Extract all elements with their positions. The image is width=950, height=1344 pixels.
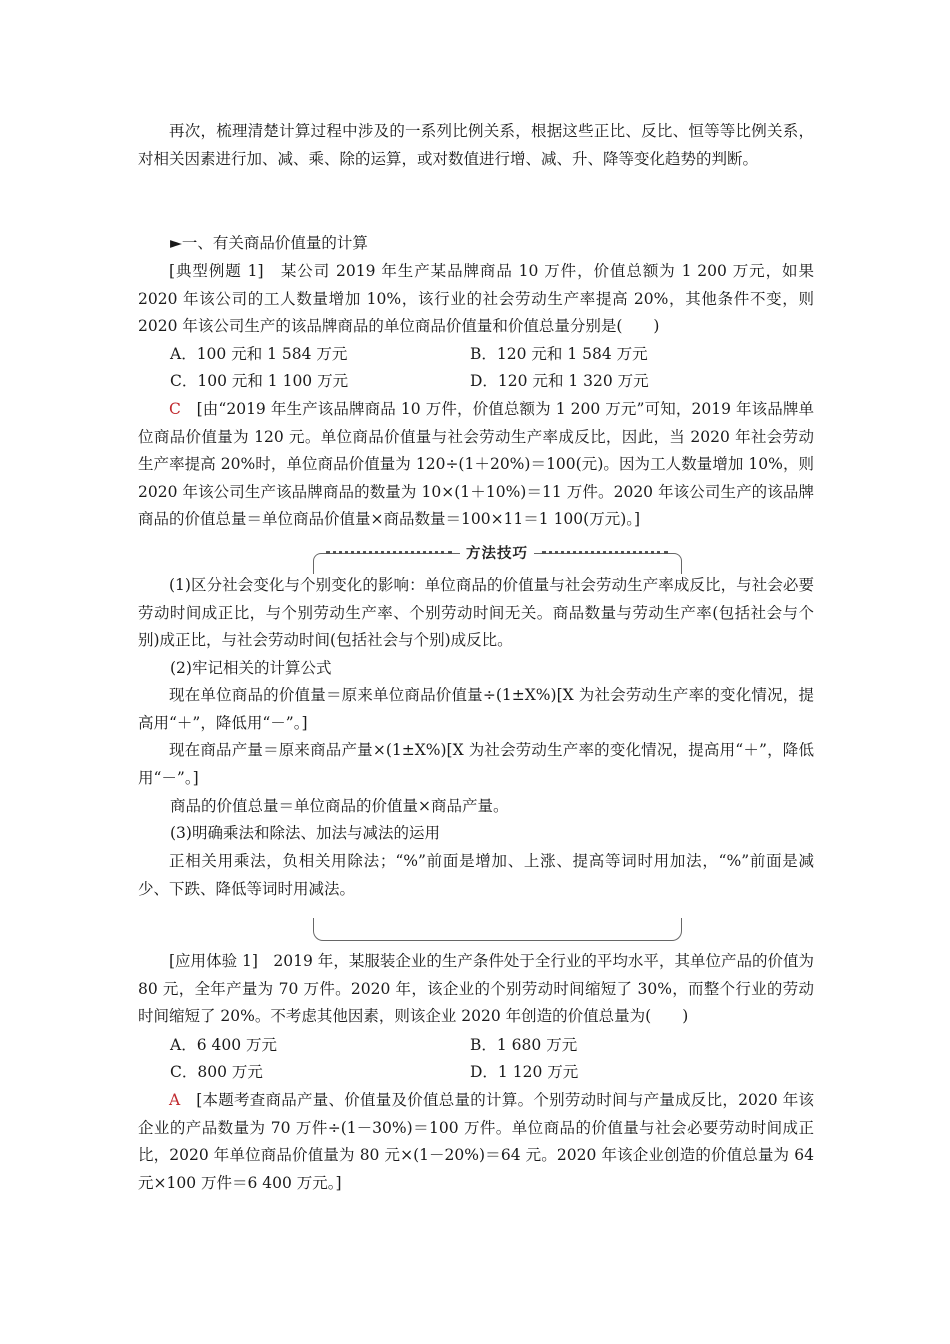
example1-option-a: A．100 元和 1 584 万元 xyxy=(170,345,348,363)
method-formula-1: 现在单位商品的价值量＝原来单位商品价值量÷(1±X%)[X 为社会劳动生产率的变化情况，提高用“＋”，降低用“－”。] xyxy=(138,686,814,732)
example1-answer-letter: C xyxy=(169,400,181,418)
title-dots-left xyxy=(326,551,452,554)
method-box-bottom-border xyxy=(313,918,682,941)
example1-option-b: B．120 元和 1 584 万元 xyxy=(470,345,648,363)
practice1-answer-letter: A xyxy=(169,1091,181,1109)
practice1-option-b: B．1 680 万元 xyxy=(470,1036,578,1054)
title-dots-right xyxy=(542,551,668,554)
example1-explanation: [由“2019 年生产该品牌商品 10 万件，价值总额为 1 200 万元”可知，2019 年该品牌单位商品价值量为 120 元。单位商品价值量与社会劳动生产率成反比，因此，当 2020 年社会劳动生产率提高 20%时，单位商品价值量为 120÷(1＋20%)＝100(元)。因为工人数量增加 10%，则 2020 年该公司生产该品牌商品的数量为 10×(1＋10%)＝11 万件。2020 年该公司生产的该品牌商品的价值总量＝单位商品价值量×商品数量＝100×11＝1 100(万元)。] xyxy=(138,400,814,528)
practice1-explanation: [本题考查商品产量、价值量及价值总量的计算。个别劳动时间与产量成反比，2020 年该企业的产品数量为 70 万件÷(1－30%)＝100 万件。单位商品的价值量与社会必要劳动时间成正比，2020 年单位商品价值量为 80 元×(1－20%)＝64 元。2020 年该企业创造的价值总量为 64 元×100 万件＝6 400 万元。] xyxy=(138,1091,814,1192)
method-point-3-text: 正相关用乘法，负相关用除法；“%”前面是增加、上涨、提高等词时用加法，“%”前面是减少、下跌、降低等词时用减法。 xyxy=(138,852,814,898)
example1-question: [典型例题 1] 某公司 2019 年生产某品牌商品 10 万件，价值总额为 1 200 万元，如果 2020 年该公司的工人数量增加 10%，该行业的社会劳动生产率提高 20%，其他条件不变，则 2020 年该公司生产的该品牌商品的单位商品价值量和价值总量分别是( ) xyxy=(138,262,814,335)
example1-option-d: D．120 元和 1 320 万元 xyxy=(470,372,649,390)
section-heading: ►一、有关商品价值量的计算 xyxy=(170,234,368,252)
method-point-2-heading: (2)牢记相关的计算公式 xyxy=(170,659,332,677)
method-formula-3: 商品的价值总量＝单位商品的价值量×商品产量。 xyxy=(170,797,509,815)
practice1-question: [应用体验 1] 2019 年，某服装企业的生产条件处于全行业的平均水平，其单位产品的价值为 80 元，全年产量为 70 万件。2020 年，该企业的个别劳动时间缩短了 30%，而整个行业的劳动时间缩短了 20%。不考虑其他因素，则该企业 2020 年创造的价值总量为( ) xyxy=(138,952,814,1025)
practice1-option-a: A．6 400 万元 xyxy=(170,1036,277,1054)
method-formula-2: 现在商品产量＝原来商品产量×(1±X%)[X 为社会劳动生产率的变化情况，提高用“＋”，降低用“－”。] xyxy=(138,741,814,787)
intro-paragraph: 再次，梳理清楚计算过程中涉及的一系列比例关系，根据这些正比、反比、恒等等比例关系，对相关因素进行加、减、乘、除的运算，或对数值进行增、减、升、降等变化趋势的判断。 xyxy=(138,122,814,168)
method-point-3-heading: (3)明确乘法和除法、加法与减法的运用 xyxy=(170,824,440,842)
example1-option-c: C．100 元和 1 100 万元 xyxy=(170,372,349,390)
practice1-answer xyxy=(138,1087,814,1197)
method-point-1: (1)区分社会变化与个别变化的影响：单位商品的价值量与社会劳动生产率成反比，与社会必要劳动时间成正比，与个别劳动生产率、个别劳动时间无关。商品数量与劳动生产率(包括社会与个别)成正比，与社会劳动时间(包括社会与个别)成反比。 xyxy=(138,576,814,649)
practice1-option-c: C．800 万元 xyxy=(170,1063,263,1081)
method-title-bar xyxy=(318,541,676,563)
practice1-option-d: D．1 120 万元 xyxy=(470,1063,579,1081)
method-title: 方法技巧 xyxy=(460,542,534,563)
example1-answer xyxy=(138,396,814,534)
